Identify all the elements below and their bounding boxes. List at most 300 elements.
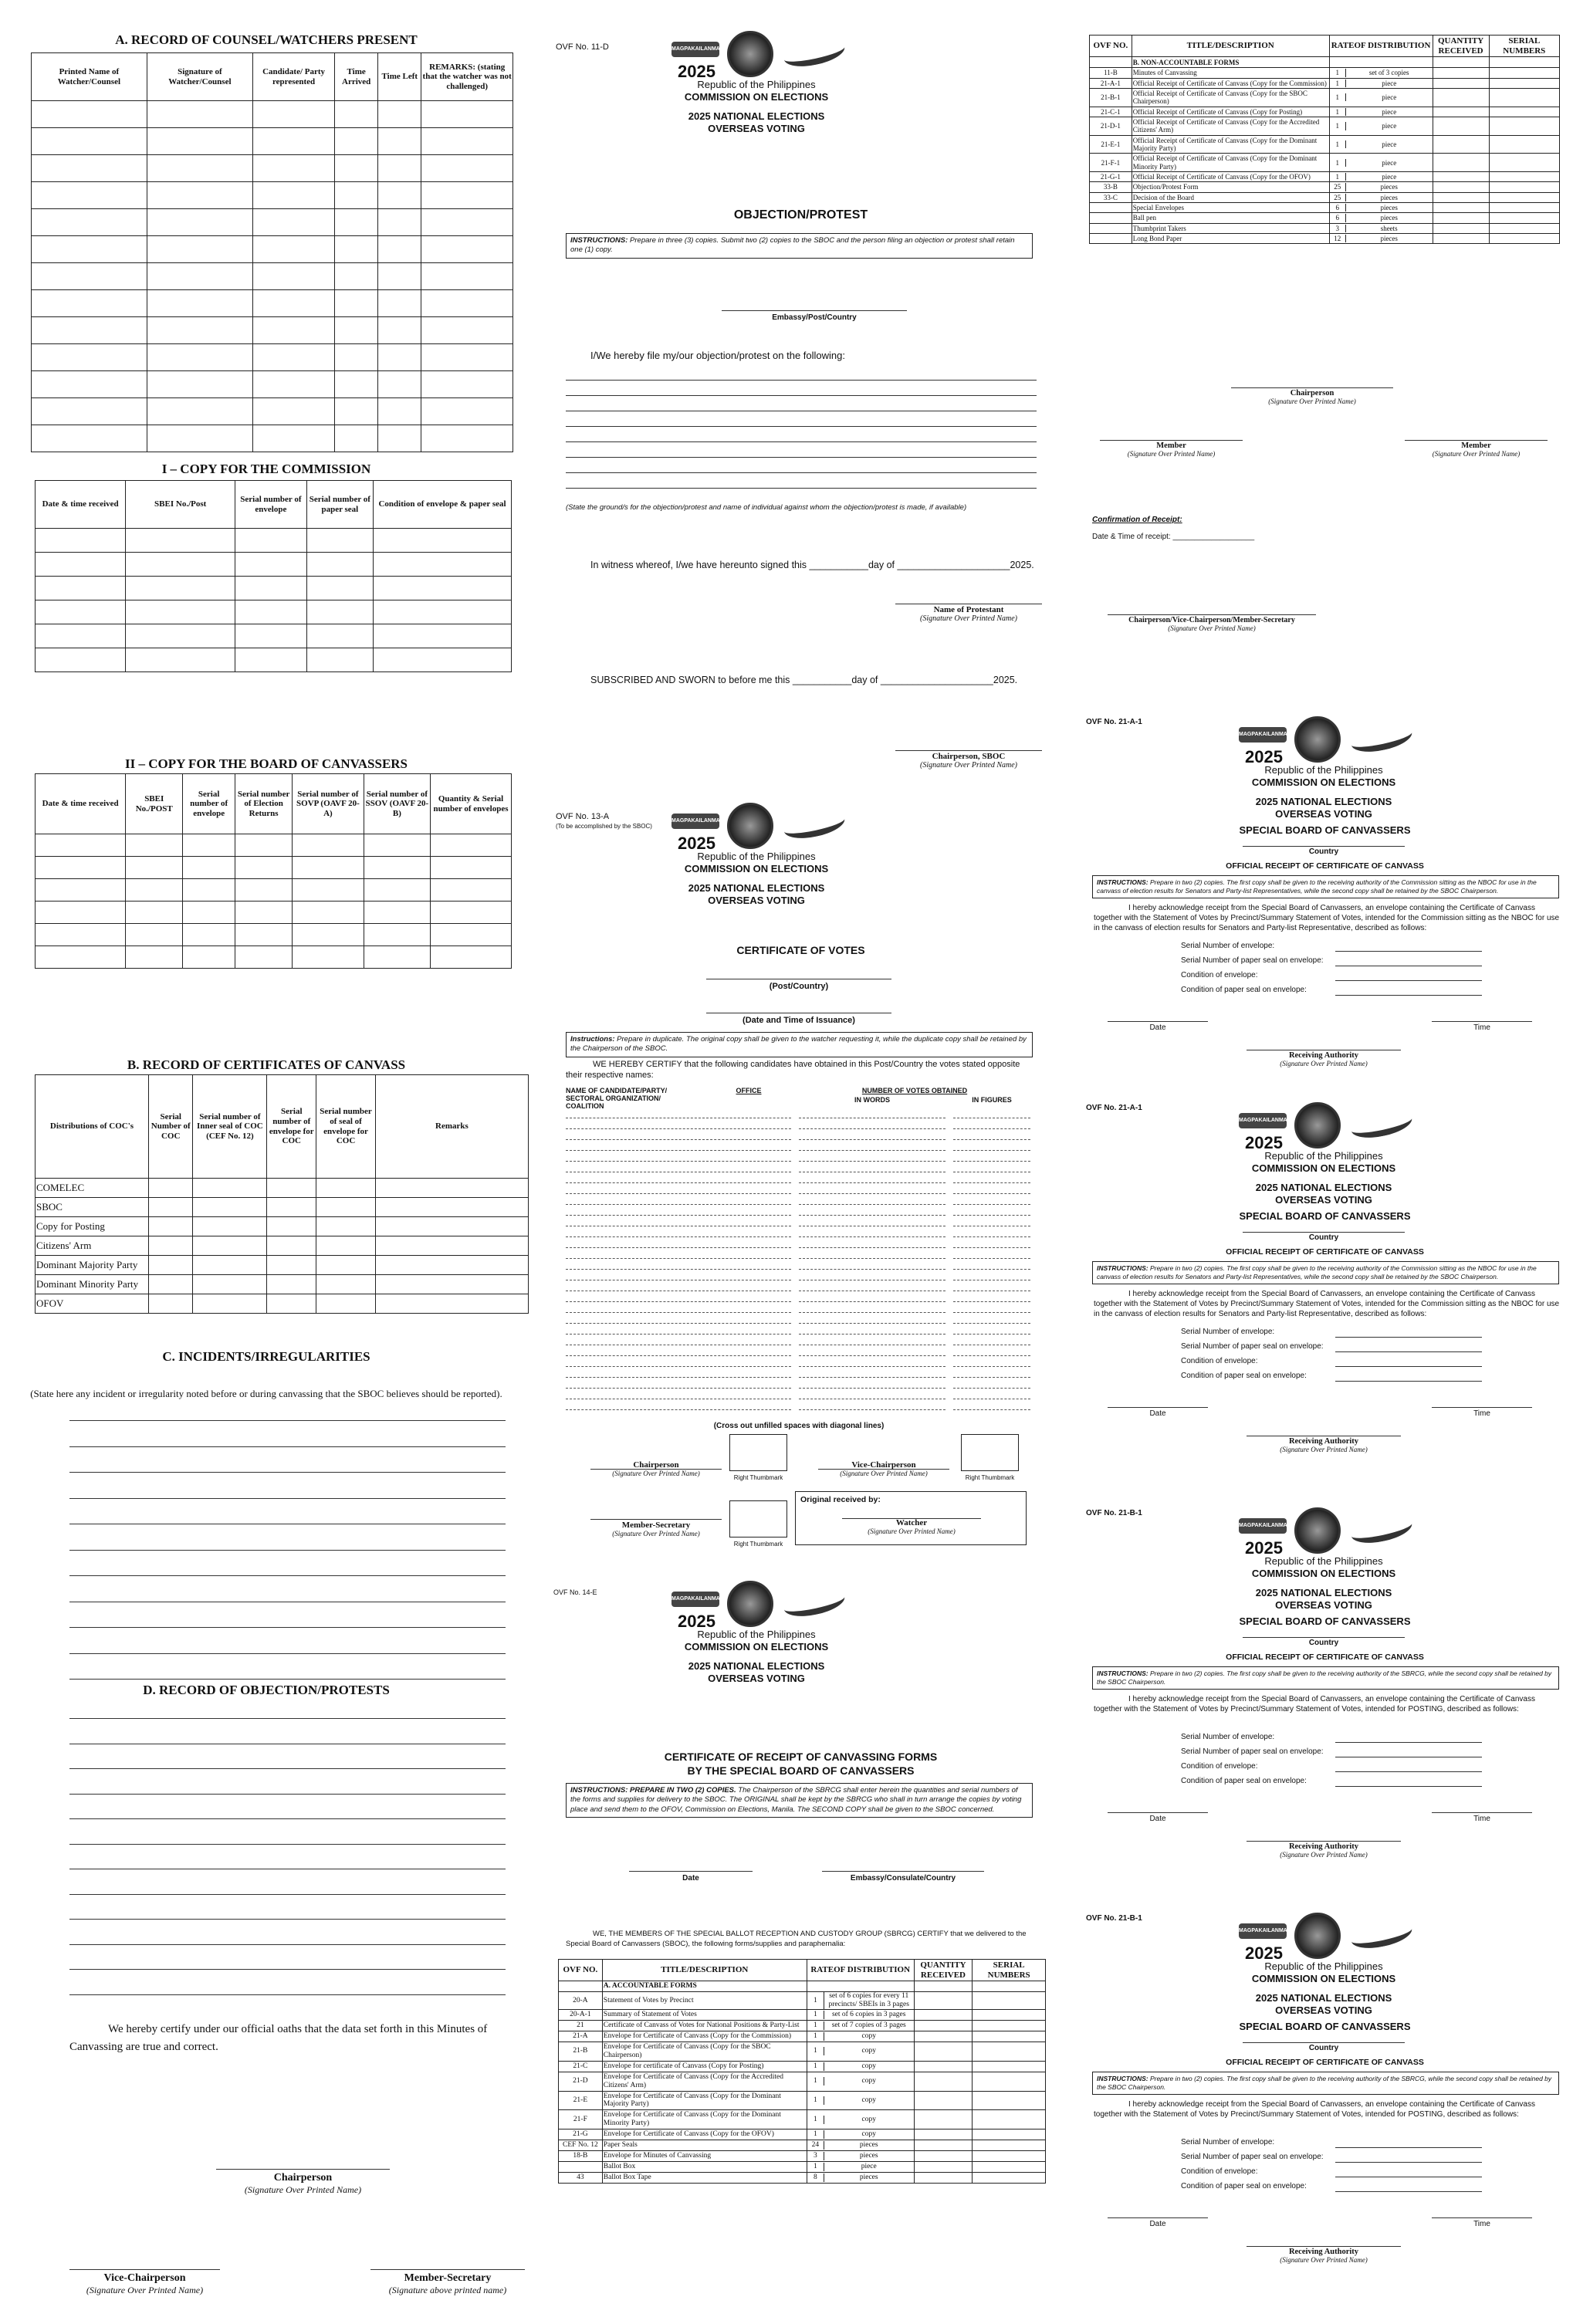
quantity-cell[interactable] xyxy=(1433,135,1489,154)
table-cell[interactable] xyxy=(375,1256,528,1275)
table-cell[interactable] xyxy=(374,624,512,648)
quantity-cell[interactable] xyxy=(1433,68,1489,78)
table-cell[interactable] xyxy=(148,1236,193,1256)
table-cell[interactable] xyxy=(293,857,364,879)
table-cell[interactable] xyxy=(421,263,513,290)
table-cell[interactable] xyxy=(126,600,235,624)
serial-cell[interactable] xyxy=(1489,172,1559,182)
table-cell[interactable] xyxy=(364,857,430,879)
table-cell[interactable] xyxy=(32,263,147,290)
quantity-cell[interactable] xyxy=(914,2031,973,2042)
table-cell[interactable] xyxy=(293,902,364,924)
table-cell[interactable] xyxy=(421,128,513,155)
table-row xyxy=(559,2129,1046,2140)
table-cell[interactable] xyxy=(253,128,335,155)
table-cell[interactable] xyxy=(253,371,335,398)
table-cell[interactable] xyxy=(147,101,252,128)
table-cell[interactable] xyxy=(378,344,421,371)
table-cell[interactable] xyxy=(378,209,421,236)
table-cell[interactable] xyxy=(335,101,378,128)
column-header: Date & time received xyxy=(36,481,126,529)
serial-cell[interactable] xyxy=(1489,234,1559,244)
table-row xyxy=(32,344,513,371)
table-cell[interactable] xyxy=(316,1179,376,1198)
receipt-field-label: Serial Number of paper seal on envelope: xyxy=(1181,2153,1324,2161)
table-cell[interactable] xyxy=(431,834,512,857)
table-cell[interactable] xyxy=(32,128,147,155)
table-cell[interactable] xyxy=(32,290,147,317)
table-cell[interactable] xyxy=(32,398,147,425)
table-cell[interactable] xyxy=(293,834,364,857)
table-cell[interactable] xyxy=(126,857,183,879)
table-cell[interactable] xyxy=(193,1217,267,1236)
quantity-cell[interactable] xyxy=(914,2151,973,2162)
table-row xyxy=(1090,88,1560,107)
table-cell[interactable] xyxy=(374,648,512,672)
table-cell[interactable] xyxy=(126,834,183,857)
quantity-cell[interactable] xyxy=(1433,213,1489,223)
table-cell[interactable] xyxy=(148,1198,193,1217)
table-cell[interactable] xyxy=(36,924,126,946)
quantity-cell[interactable] xyxy=(1433,78,1489,88)
table-cell[interactable] xyxy=(235,553,307,577)
quantity-cell[interactable] xyxy=(1433,172,1489,182)
table-cell[interactable] xyxy=(293,924,364,946)
table-cell[interactable] xyxy=(335,398,378,425)
table-cell[interactable] xyxy=(235,902,293,924)
receipt-field-label: Condition of paper seal on envelope: xyxy=(1181,986,1307,994)
column-header: Serial number of envelope xyxy=(183,774,235,834)
table-cell[interactable] xyxy=(421,425,513,452)
table-row xyxy=(1090,135,1560,154)
table-cell[interactable] xyxy=(316,1294,376,1314)
quantity-cell[interactable] xyxy=(1433,117,1489,136)
table-cell[interactable] xyxy=(193,1294,267,1314)
table-cell[interactable] xyxy=(316,1256,376,1275)
table-cell[interactable] xyxy=(193,1236,267,1256)
table-cell[interactable] xyxy=(335,317,378,344)
quantity-cell[interactable] xyxy=(914,2072,973,2091)
table-cell[interactable] xyxy=(36,600,126,624)
form-description: Official Receipt of Certificate of Canvass (Copy for the Dominant Minority Party) xyxy=(1132,154,1329,172)
table-cell[interactable] xyxy=(378,128,421,155)
table-cell[interactable] xyxy=(421,344,513,371)
serial-cell[interactable] xyxy=(1489,192,1559,202)
table-cell[interactable] xyxy=(126,902,183,924)
table-cell[interactable] xyxy=(183,834,235,857)
serial-cell[interactable] xyxy=(1489,78,1559,88)
rate-unit: piece xyxy=(1382,122,1397,130)
table-cell[interactable] xyxy=(193,1275,267,1294)
column-header: Remarks xyxy=(375,1075,528,1179)
table-cell[interactable] xyxy=(235,857,293,879)
rate-count: 1 xyxy=(807,2032,824,2041)
quantity-cell[interactable] xyxy=(914,2129,973,2140)
serial-cell[interactable] xyxy=(973,2042,1046,2061)
table-cell[interactable] xyxy=(253,236,335,263)
table-cell[interactable] xyxy=(306,600,373,624)
serial-cell[interactable] xyxy=(1489,68,1559,78)
serial-cell[interactable] xyxy=(1489,154,1559,172)
table-cell[interactable] xyxy=(335,182,378,209)
quantity-cell[interactable] xyxy=(1433,234,1489,244)
quantity-cell[interactable] xyxy=(914,2110,973,2129)
table-cell[interactable] xyxy=(374,553,512,577)
quantity-cell[interactable] xyxy=(914,2091,973,2110)
table-cell[interactable] xyxy=(421,155,513,182)
table-cell[interactable] xyxy=(421,236,513,263)
table-cell[interactable] xyxy=(235,879,293,902)
table-cell[interactable] xyxy=(267,1275,316,1294)
column-header: TITLE/DESCRIPTION xyxy=(602,1960,807,1981)
table-cell[interactable] xyxy=(316,1236,376,1256)
table-cell[interactable] xyxy=(147,182,252,209)
rate-unit: set of 3 copies xyxy=(1368,69,1409,77)
table-cell[interactable] xyxy=(36,834,126,857)
column-header: Candidate/ Party represented xyxy=(253,53,335,101)
serial-cell[interactable] xyxy=(973,2140,1046,2151)
table-cell[interactable] xyxy=(126,879,183,902)
table-cell[interactable] xyxy=(32,155,147,182)
table-cell[interactable] xyxy=(32,209,147,236)
table-cell[interactable] xyxy=(235,577,307,600)
receipt-field-line[interactable] xyxy=(1335,2162,1482,2163)
table-cell[interactable] xyxy=(378,236,421,263)
table-cell[interactable] xyxy=(431,902,512,924)
table-cell[interactable] xyxy=(267,1198,316,1217)
table-row xyxy=(36,857,512,879)
table-cell[interactable] xyxy=(36,529,126,553)
table-cell[interactable] xyxy=(148,1275,193,1294)
serial-cell[interactable] xyxy=(973,2021,1046,2031)
table-cell[interactable] xyxy=(267,1236,316,1256)
table-cell[interactable] xyxy=(335,371,378,398)
table-cell[interactable] xyxy=(306,553,373,577)
table-cell[interactable] xyxy=(126,577,235,600)
table-cell[interactable] xyxy=(147,128,252,155)
quantity-cell[interactable] xyxy=(1433,154,1489,172)
table-cell[interactable] xyxy=(364,834,430,857)
serial-cell[interactable] xyxy=(973,2010,1046,2021)
table-cell[interactable] xyxy=(378,371,421,398)
receipt-field-line[interactable] xyxy=(1335,1366,1482,1367)
table-cell[interactable] xyxy=(378,290,421,317)
coc-distribution-label: COMELEC xyxy=(36,1179,149,1198)
table-cell[interactable] xyxy=(147,398,252,425)
quantity-cell[interactable] xyxy=(1433,107,1489,117)
table-cell[interactable] xyxy=(421,182,513,209)
agency-header: Republic of the Philippines COMMISSION ON ELECTIONS 2025 NATIONAL ELECTIONS OVERSEAS VOTING xyxy=(1251,1555,1396,1611)
serial-cell[interactable] xyxy=(973,1992,1046,2010)
receipt-field-label: Serial Number of envelope: xyxy=(1181,2138,1275,2146)
logo-badge: MAGPAKAILANMAN xyxy=(671,1592,719,1607)
official-receipt-form: OVF No. 21-B-1 MAGPAKAILANMAN 2025 Republic of the Philippines COMMISSION ON ELECTIONS 2025 NATIONAL ELECTIONS OVERSEAS VOTING SPECIAL BOARD OF CANVASSERS Country OFFICIAL RECEIPT OF CERTIFICATE OF CANVASS INSTRUCTIONS: Prepare in two (2) copies. The first copy shall be given to the receiving authority of the SBRCG, while the second copy shall be retained by the SBOC Chairperson. I hereby acknowledge receipt from the Special Board of Canvassers, an envelope containing the Certificate of Canvass together with the Statement of Votes by Precinct/Summary Statement of Votes, intended for POSTING, described as follows: Serial Number of envelope: Serial Number of paper seal on envelope: Condition of envelope: Condition of paper seal on envelope: Date Time Receiving Authority (Signature Over Printed Name) xyxy=(1077,1914,1573,2316)
quantity-cell[interactable] xyxy=(914,2140,973,2151)
serial-cell[interactable] xyxy=(1489,135,1559,154)
table-row xyxy=(559,2042,1046,2061)
table-cell[interactable] xyxy=(378,317,421,344)
table-cell[interactable] xyxy=(306,624,373,648)
table-cell[interactable] xyxy=(421,209,513,236)
table-cell[interactable] xyxy=(378,101,421,128)
table-cell[interactable] xyxy=(431,857,512,879)
table-cell[interactable] xyxy=(316,1217,376,1236)
table-cell[interactable] xyxy=(293,879,364,902)
form-description: Envelope for Certificate of Canvass (Copy for the Commission) xyxy=(602,2031,807,2042)
table-cell[interactable] xyxy=(36,624,126,648)
receipt-acknowledgement: I hereby acknowledge receipt from the Special Board of Canvassers, an envelope containing the Certificate of Canvass together with the Statement of Votes by Precinct/Summary Statement of Votes, intended for the Commission sitting as the NBOC for use in the canvass of election results for Senators and Party-list Representative, described as follows: xyxy=(1094,1290,1560,1318)
table-cell[interactable] xyxy=(147,371,252,398)
table-cell[interactable] xyxy=(193,1179,267,1198)
table-cell[interactable] xyxy=(267,1256,316,1275)
table-cell[interactable] xyxy=(375,1198,528,1217)
embassy-label: Embassy/Post/Country xyxy=(772,313,857,322)
table-cell[interactable] xyxy=(253,182,335,209)
table-cell[interactable] xyxy=(253,155,335,182)
table-cell[interactable] xyxy=(183,902,235,924)
coc-distribution-label: Copy for Posting xyxy=(36,1217,149,1236)
receipt-field-line[interactable] xyxy=(1335,1742,1482,1743)
table-cell[interactable] xyxy=(316,1275,376,1294)
quantity-cell[interactable] xyxy=(914,1992,973,2010)
table-cell[interactable] xyxy=(364,879,430,902)
table-cell[interactable] xyxy=(148,1294,193,1314)
table-cell[interactable] xyxy=(378,263,421,290)
table-cell[interactable] xyxy=(335,128,378,155)
serial-cell[interactable] xyxy=(1489,203,1559,213)
table-cell[interactable] xyxy=(421,101,513,128)
serial-cell[interactable] xyxy=(1489,107,1559,117)
table-cell[interactable] xyxy=(335,209,378,236)
receipt-field-line[interactable] xyxy=(1335,1786,1482,1787)
quantity-cell[interactable] xyxy=(914,2010,973,2021)
table-cell[interactable] xyxy=(148,1179,193,1198)
table-cell[interactable] xyxy=(147,344,252,371)
table-cell[interactable] xyxy=(183,857,235,879)
table-cell[interactable] xyxy=(293,946,364,969)
receipt-field-line[interactable] xyxy=(1335,2147,1482,2148)
table-cell[interactable] xyxy=(375,1217,528,1236)
table-cell[interactable] xyxy=(267,1179,316,1198)
table-row xyxy=(36,1275,529,1294)
table-cell[interactable] xyxy=(36,553,126,577)
receipt-field-line[interactable] xyxy=(1335,980,1482,981)
table-cell[interactable] xyxy=(375,1179,528,1198)
quantity-cell[interactable] xyxy=(1433,192,1489,202)
table-cell[interactable] xyxy=(253,344,335,371)
table-row xyxy=(1090,78,1560,88)
table-cell[interactable] xyxy=(335,344,378,371)
table-cell[interactable] xyxy=(36,857,126,879)
table-cell[interactable] xyxy=(378,425,421,452)
agency-header: Republic of the Philippines COMMISSION ON ELECTIONS 2025 NATIONAL ELECTIONS OVERSEAS VOTING xyxy=(1251,1960,1396,2016)
serial-cell[interactable] xyxy=(1489,223,1559,233)
coc-distribution-label: Dominant Majority Party xyxy=(36,1256,149,1275)
table-cell[interactable] xyxy=(375,1294,528,1314)
table-cell[interactable] xyxy=(267,1294,316,1314)
table-cell[interactable] xyxy=(374,577,512,600)
table-row xyxy=(32,182,513,209)
table-row xyxy=(559,2021,1046,2031)
table-cell[interactable] xyxy=(126,946,183,969)
table-cell[interactable] xyxy=(32,182,147,209)
column-header: QUANTITY RECEIVED xyxy=(914,1960,973,1981)
table-cell[interactable] xyxy=(148,1217,193,1236)
table-cell[interactable] xyxy=(36,648,126,672)
commission-copy-table xyxy=(35,480,512,672)
table-cell[interactable] xyxy=(335,425,378,452)
serial-cell[interactable] xyxy=(973,2161,1046,2172)
table-cell[interactable] xyxy=(32,317,147,344)
table-cell[interactable] xyxy=(378,182,421,209)
table-cell[interactable] xyxy=(32,236,147,263)
table-cell[interactable] xyxy=(253,209,335,236)
table-cell[interactable] xyxy=(421,371,513,398)
table-cell[interactable] xyxy=(364,902,430,924)
receipt-field-line[interactable] xyxy=(1335,1771,1482,1772)
serial-cell[interactable] xyxy=(1489,182,1559,192)
table-cell[interactable] xyxy=(364,924,430,946)
table-cell[interactable] xyxy=(375,1275,528,1294)
serial-cell[interactable] xyxy=(1489,213,1559,223)
receipt-subtitle: OFFICIAL RECEIPT OF CERTIFICATE OF CANVASS xyxy=(1226,1653,1424,1662)
table-cell[interactable] xyxy=(253,398,335,425)
quantity-cell[interactable] xyxy=(914,2042,973,2061)
table-cell[interactable] xyxy=(306,529,373,553)
table-cell[interactable] xyxy=(126,529,235,553)
table-cell[interactable] xyxy=(235,834,293,857)
table-cell[interactable] xyxy=(378,398,421,425)
receipt-field-label: Condition of envelope: xyxy=(1181,971,1258,979)
receipt-field-line[interactable] xyxy=(1335,951,1482,952)
table-cell[interactable] xyxy=(36,902,126,924)
table-cell[interactable] xyxy=(183,924,235,946)
table-row xyxy=(1090,107,1560,117)
table-cell[interactable] xyxy=(235,600,307,624)
table-cell[interactable] xyxy=(147,155,252,182)
table-cell[interactable] xyxy=(32,371,147,398)
form-description: Official Receipt of Certificate of Canvass (Copy for the Accredited Citizens' Arm) xyxy=(1132,117,1329,136)
table-cell[interactable] xyxy=(193,1256,267,1275)
table-cell[interactable] xyxy=(235,924,293,946)
serial-cell[interactable] xyxy=(973,2110,1046,2129)
quantity-cell[interactable] xyxy=(914,2061,973,2072)
table-cell[interactable] xyxy=(335,263,378,290)
table-cell[interactable] xyxy=(32,425,147,452)
serial-cell[interactable] xyxy=(1489,88,1559,107)
serial-cell[interactable] xyxy=(1489,117,1559,136)
form-description: Special Envelopes xyxy=(1132,203,1329,213)
table-cell[interactable] xyxy=(235,648,307,672)
table-cell[interactable] xyxy=(431,879,512,902)
logo-badge: MAGPAKAILANMAN xyxy=(1239,1113,1287,1128)
table-cell[interactable] xyxy=(126,624,235,648)
table-cell[interactable] xyxy=(147,290,252,317)
table-cell[interactable] xyxy=(364,946,430,969)
table-cell[interactable] xyxy=(374,529,512,553)
table-row xyxy=(36,1256,529,1275)
swoosh-logo-icon xyxy=(782,807,847,843)
table-cell[interactable] xyxy=(147,209,252,236)
table-cell[interactable] xyxy=(267,1217,316,1236)
table-cell[interactable] xyxy=(306,577,373,600)
table-cell[interactable] xyxy=(147,236,252,263)
table-cell[interactable] xyxy=(126,553,235,577)
table-cell[interactable] xyxy=(335,236,378,263)
receipt-instructions: INSTRUCTIONS: PREPARE IN TWO (2) COPIES. The Chairperson of the SBRCG shall enter herein the quantities and serial numbers of the forms and supplies for delivery to the SBOC. The ORIGINAL shall be kept by the SBRCG who shall in turn arrange the copies by voting place and send them to the OFOV, Commission on Elections, Manila. The SECOND COPY shall be given to the SBOC concerned. xyxy=(566,1783,1033,1818)
table-cell[interactable] xyxy=(306,648,373,672)
table-cell[interactable] xyxy=(36,577,126,600)
table-cell[interactable] xyxy=(253,425,335,452)
table-cell[interactable] xyxy=(235,529,307,553)
serial-cell[interactable] xyxy=(973,2129,1046,2140)
table-cell[interactable] xyxy=(126,648,235,672)
table-cell[interactable] xyxy=(431,924,512,946)
table-cell[interactable] xyxy=(421,317,513,344)
table-cell[interactable] xyxy=(147,425,252,452)
serial-cell[interactable] xyxy=(973,2091,1046,2110)
serial-cell[interactable] xyxy=(973,2061,1046,2072)
column-header: Serial Number of COC xyxy=(148,1075,193,1179)
quantity-cell[interactable] xyxy=(914,2161,973,2172)
receipt-field-line[interactable] xyxy=(1335,1337,1482,1338)
table-cell[interactable] xyxy=(193,1198,267,1217)
quantity-cell[interactable] xyxy=(1433,223,1489,233)
table-cell[interactable] xyxy=(183,946,235,969)
table-cell[interactable] xyxy=(335,290,378,317)
table-cell[interactable] xyxy=(421,398,513,425)
receipt-field-line[interactable] xyxy=(1335,995,1482,996)
table-cell[interactable] xyxy=(235,946,293,969)
table-cell[interactable] xyxy=(253,290,335,317)
table-cell[interactable] xyxy=(147,317,252,344)
serial-cell[interactable] xyxy=(973,2172,1046,2183)
table-cell[interactable] xyxy=(421,290,513,317)
rate-unit: copy xyxy=(861,2115,876,2123)
quantity-cell[interactable] xyxy=(914,2172,973,2183)
table-cell[interactable] xyxy=(316,1198,376,1217)
table-cell[interactable] xyxy=(378,155,421,182)
table-cell[interactable] xyxy=(335,155,378,182)
table-cell[interactable] xyxy=(235,624,307,648)
receipt-field-line[interactable] xyxy=(1335,1351,1482,1352)
table-row xyxy=(1090,68,1560,78)
table-cell[interactable] xyxy=(183,879,235,902)
quantity-cell[interactable] xyxy=(1433,203,1489,213)
table-cell[interactable] xyxy=(36,879,126,902)
table-cell[interactable] xyxy=(126,924,183,946)
table-cell[interactable] xyxy=(148,1256,193,1275)
table-cell[interactable] xyxy=(253,263,335,290)
quantity-cell[interactable] xyxy=(1433,182,1489,192)
quantity-cell[interactable] xyxy=(914,2021,973,2031)
table-cell[interactable] xyxy=(32,344,147,371)
table-cell[interactable] xyxy=(147,263,252,290)
receipt-field-line[interactable] xyxy=(1335,1381,1482,1382)
table-cell[interactable] xyxy=(431,946,512,969)
table-cell[interactable] xyxy=(36,946,126,969)
serial-cell[interactable] xyxy=(973,2031,1046,2042)
quantity-cell[interactable] xyxy=(1433,88,1489,107)
table-cell[interactable] xyxy=(375,1236,528,1256)
table-cell[interactable] xyxy=(32,101,147,128)
table-cell[interactable] xyxy=(253,101,335,128)
receipt-field-line[interactable] xyxy=(1335,2191,1482,2192)
serial-cell[interactable] xyxy=(973,2072,1046,2091)
serial-cell[interactable] xyxy=(973,2151,1046,2162)
table-cell[interactable] xyxy=(253,317,335,344)
table-cell[interactable] xyxy=(374,600,512,624)
